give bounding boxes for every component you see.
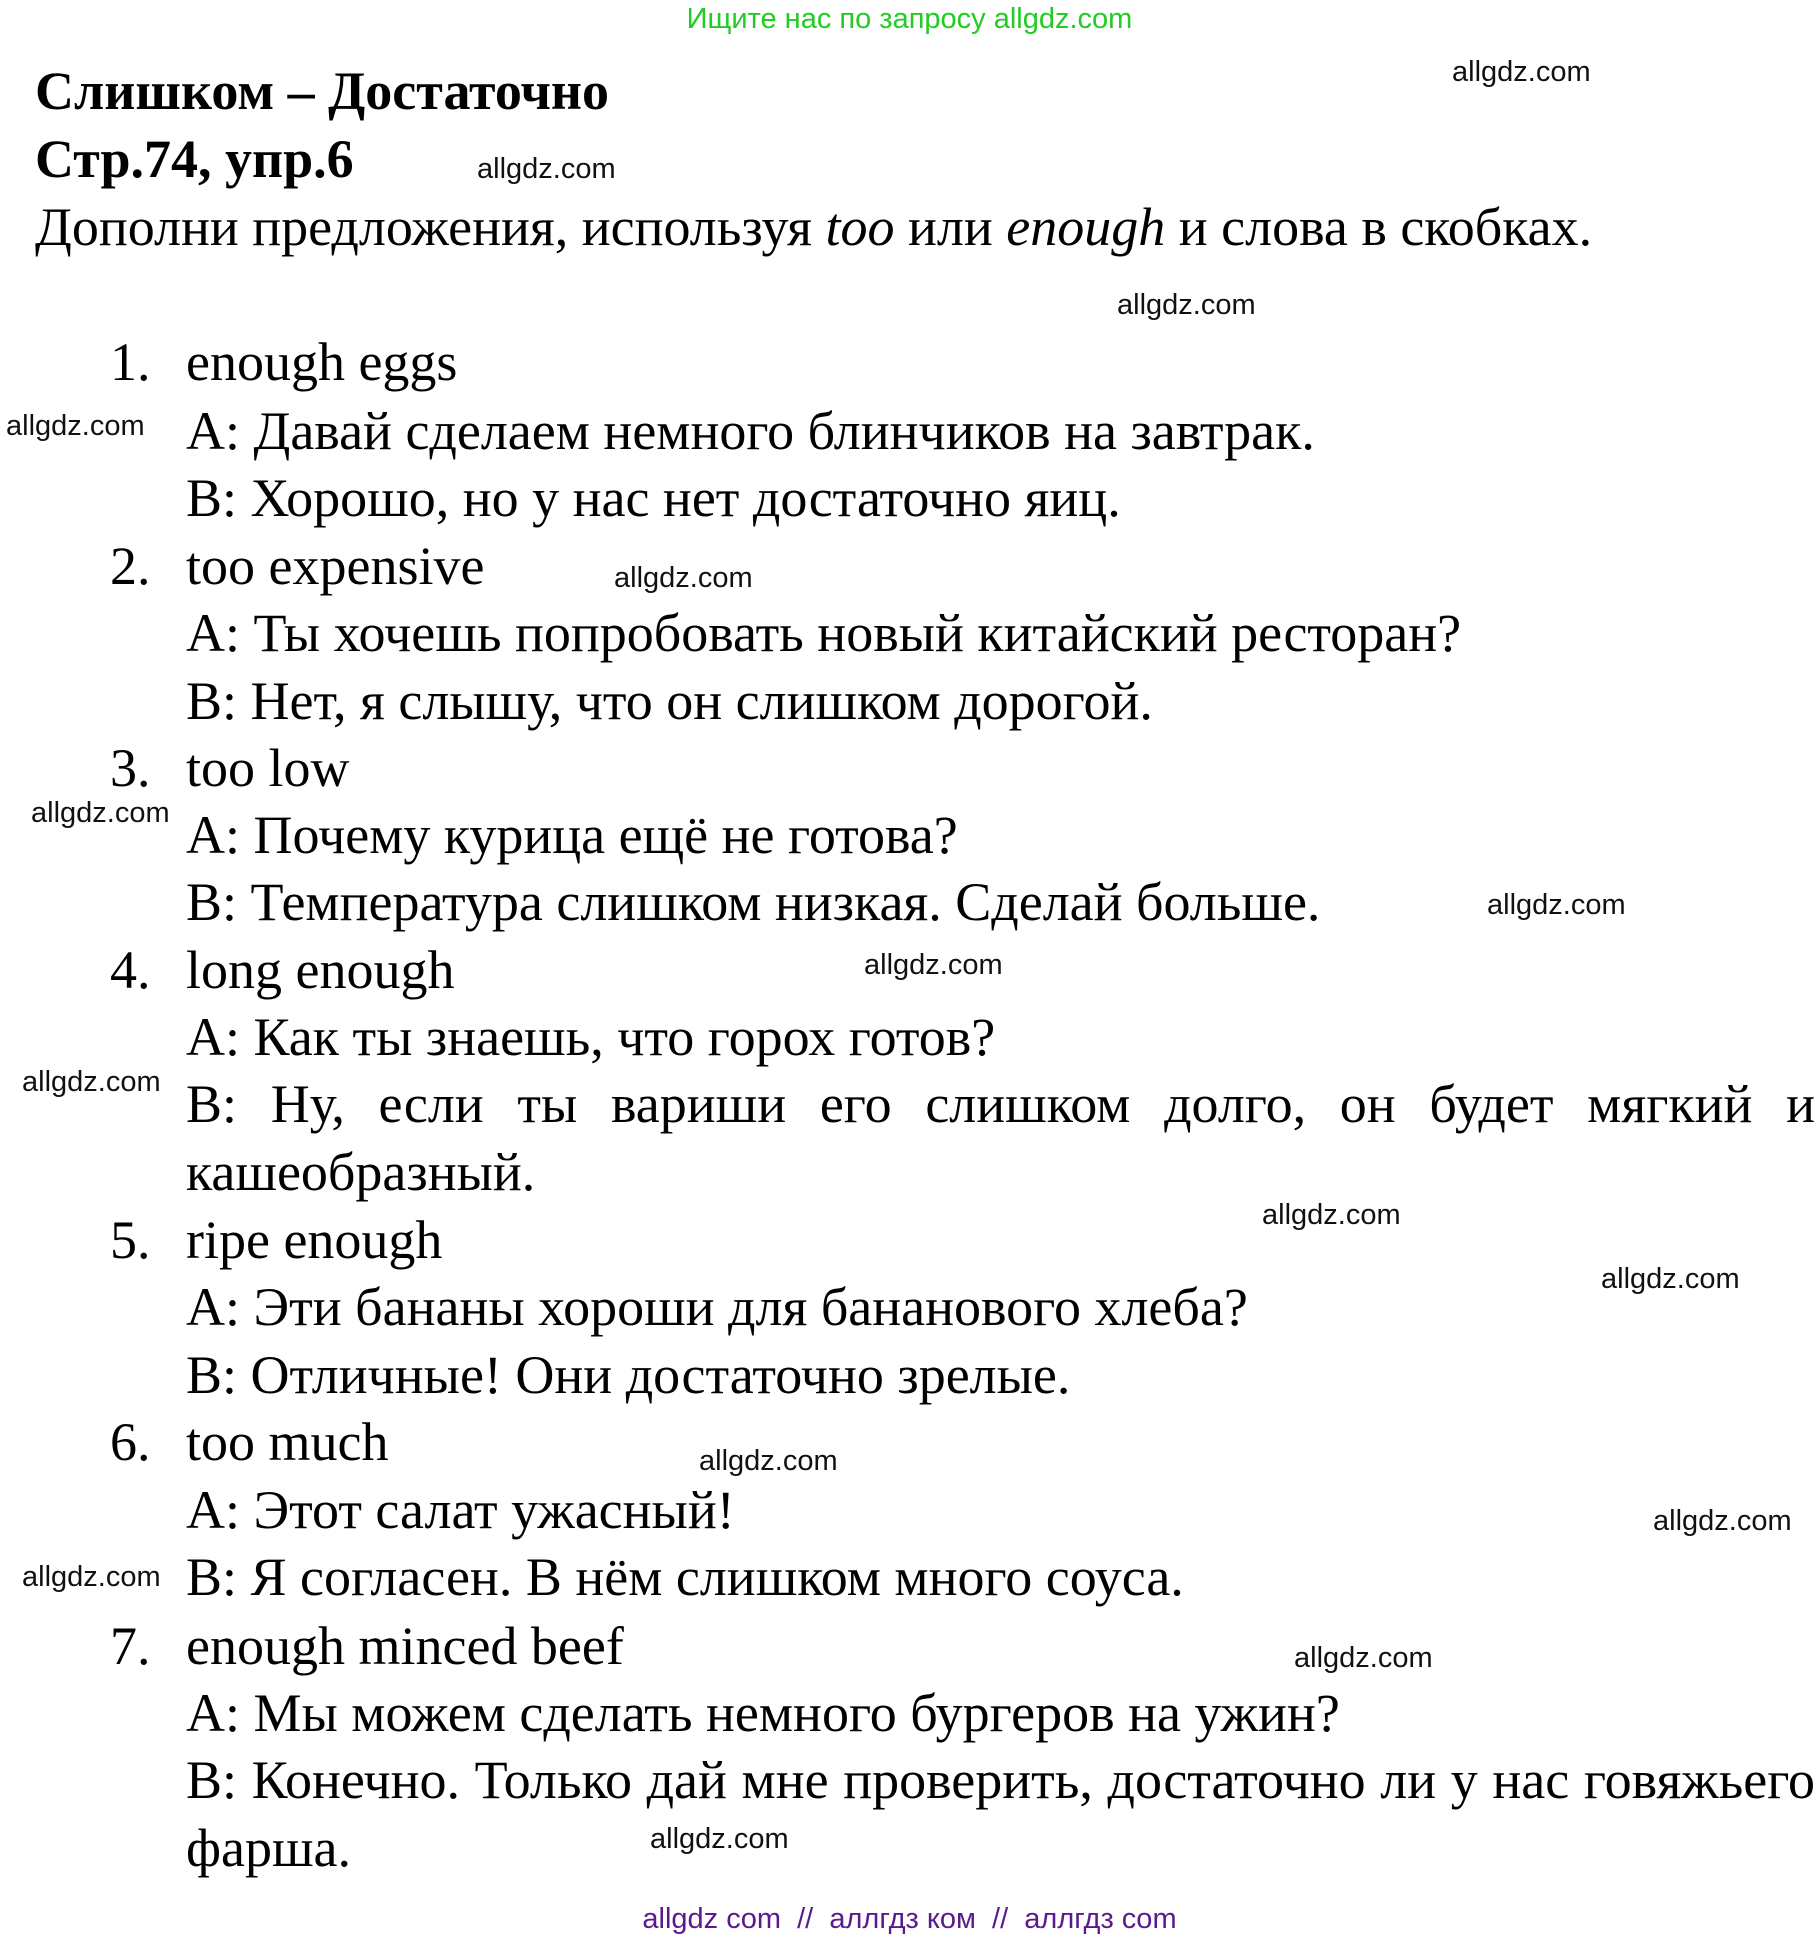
watermark: allgdz.com	[22, 1561, 161, 1593]
dialogue-line-b: B: Я согласен. В нём слишком много соуса.	[186, 1547, 1184, 1607]
dialogue-line-b: B: Отличные! Они достаточно зрелые.	[186, 1345, 1071, 1405]
instruction-text: или	[894, 197, 1007, 257]
instruction-text: и слова в скобках.	[1165, 197, 1593, 257]
dialogue-line-a: A: Почему курица ещё не готова?	[186, 805, 958, 865]
dialogue-line-a: A: Ты хочешь попробовать новый китайский ресторан?	[186, 603, 1462, 663]
watermark: allgdz.com	[864, 949, 1003, 981]
item-phrase: enough minced beef	[186, 1616, 624, 1676]
watermark: allgdz.com	[1653, 1505, 1792, 1537]
dialogue-line-a: A: Как ты знаешь, что горох готов?	[186, 1007, 996, 1067]
watermark: allgdz.com	[1452, 56, 1591, 88]
item-number: 7.	[110, 1616, 151, 1676]
item-phrase: ripe enough	[186, 1210, 443, 1270]
item-number: 6.	[110, 1412, 151, 1472]
dialogue-line-b: B: Ну, если ты вариши его слишком долго, он будет мягкий и кашеобразный.	[186, 1074, 1815, 1202]
item-number: 4.	[110, 940, 151, 1000]
dialogue-line-a: A: Эти бананы хороши для бананового хлеба?	[186, 1277, 1248, 1337]
search-banner: Ищите нас по запросу allgdz.com	[686, 3, 1133, 35]
item-phrase: too low	[186, 738, 350, 798]
watermark: allgdz.com	[6, 410, 145, 442]
item-number: 5.	[110, 1210, 151, 1270]
item-number: 1.	[110, 332, 151, 392]
watermark: allgdz.com	[22, 1066, 161, 1098]
watermark: allgdz.com	[31, 797, 170, 829]
page-title: Слишком – Достаточно	[35, 61, 610, 121]
dialogue-line-a: A: Давай сделаем немного блинчиков на завтрак.	[186, 401, 1315, 461]
watermark: allgdz.com	[1294, 1642, 1433, 1674]
watermark: allgdz.com	[699, 1445, 838, 1477]
item-phrase: too expensive	[186, 536, 485, 596]
instruction-text: Дополни предложения, используя	[35, 197, 826, 257]
watermark: allgdz.com	[614, 562, 753, 594]
item-phrase: too much	[186, 1412, 389, 1472]
instruction	[35, 193, 1592, 261]
dialogue-line-a: A: Мы можем сделать немного бургеров на ужин?	[186, 1683, 1340, 1743]
instruction-enough: enough	[1006, 197, 1166, 257]
watermark: allgdz.com	[650, 1823, 789, 1855]
watermark: allgdz.com	[1487, 889, 1626, 921]
watermark: allgdz.com	[1262, 1199, 1401, 1231]
item-phrase: enough eggs	[186, 332, 458, 392]
dialogue-line-b: B: Нет, я слышу, что он слишком дорогой.	[186, 671, 1153, 731]
dialogue-line-b: B: Температура слишком низкая. Сделай больше.	[186, 872, 1321, 932]
watermark: allgdz.com	[477, 153, 616, 185]
item-phrase: long enough	[186, 940, 455, 1000]
watermark: allgdz.com	[1117, 289, 1256, 321]
footer-watermark: allgdz com // аллгдз ком // аллгдз com	[642, 1903, 1177, 1935]
item-number: 2.	[110, 536, 151, 596]
exercise-reference: Стр.74, упр.6	[35, 129, 354, 189]
watermark: allgdz.com	[1601, 1263, 1740, 1295]
item-number: 3.	[110, 738, 151, 798]
instruction-too: too	[825, 197, 895, 257]
dialogue-line-b: B: Хорошо, но у нас нет достаточно яиц.	[186, 468, 1121, 528]
dialogue-line-b: B: Конечно. Только дай мне проверить, достаточно ли у нас говяжьего фарша.	[186, 1750, 1815, 1878]
dialogue-line-a: A: Этот салат ужасный!	[186, 1480, 735, 1540]
